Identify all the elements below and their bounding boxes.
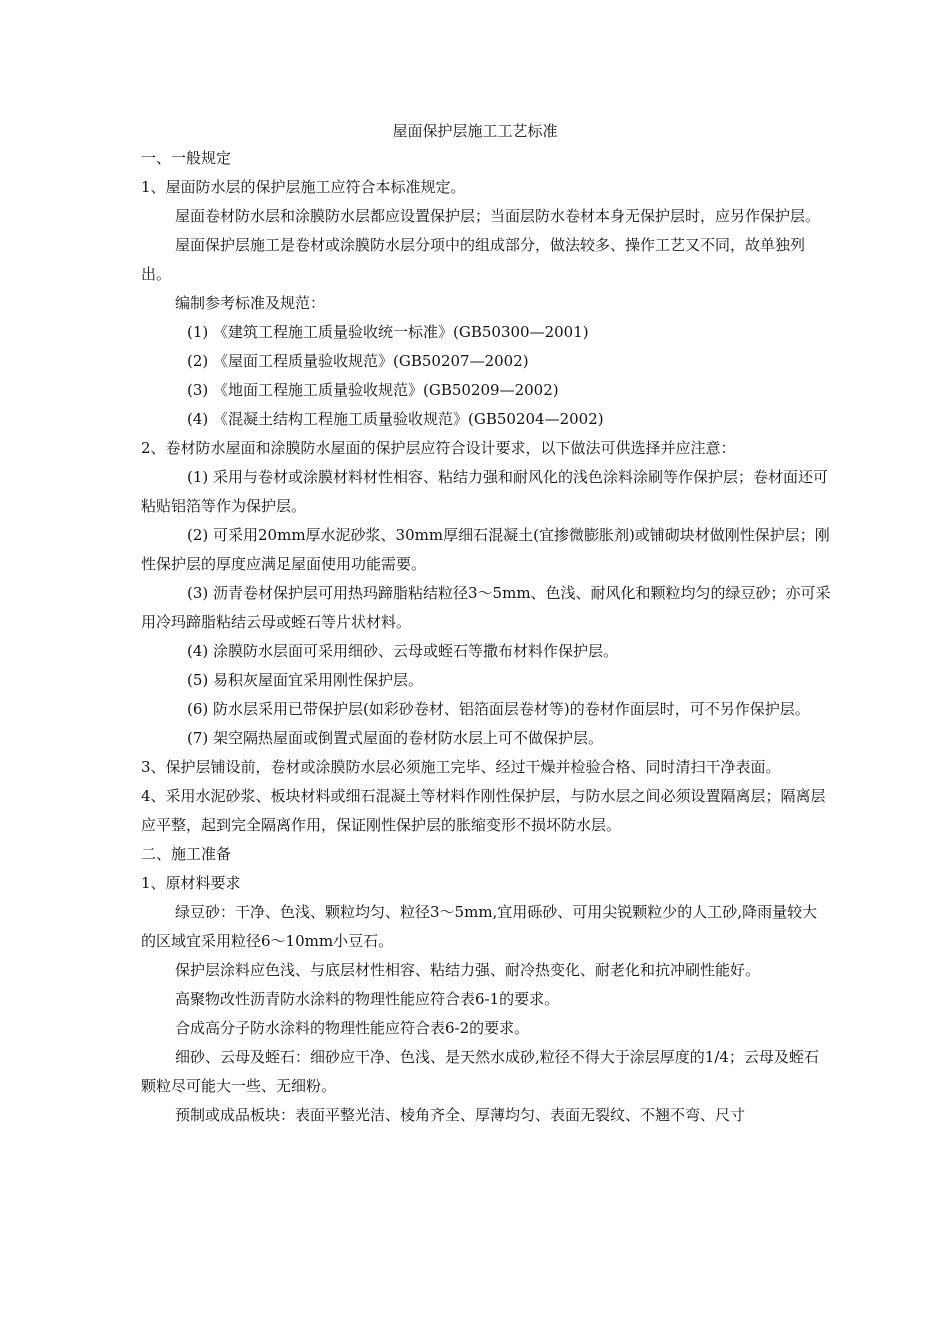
paragraph: (5) 易积灰屋面宜采用刚性保护层。 (187, 671, 424, 689)
paragraph: 编制参考标准及规范： (175, 294, 326, 312)
paragraph: (7) 架空隔热屋面或倒置式屋面的卷材防水层上可不做保护层。 (187, 729, 604, 747)
paragraph: (2) 《屋面工程质量验收规范》(GB50207—2002) (187, 352, 529, 370)
paragraph: (2) 可采用20mm厚水泥砂浆、30mm厚细石混凝土(宜掺微膨胀剂)或铺砌块材做刚性保护层；刚性保护层的厚度应满足屋面使用功能需要。 (141, 526, 830, 573)
paragraph: 细砂、云母及蛭石：细砂应干净、色浅、是天然水成砂,粒径不得大于涂层厚度的1/4；云母及蛭石颗粒尽可能大一些、无细粉。 (141, 1048, 819, 1095)
paragraph: 合成高分子防水涂料的物理性能应符合表6-2的要求。 (175, 1019, 530, 1037)
paragraph: 保护层涂料应色浅、与底层材性相容、粘结力强、耐冷热变化、耐老化和抗冲刷性能好。 (175, 961, 761, 979)
document-title: 屋面保护层施工工艺标准 (392, 122, 558, 140)
paragraph: 二、施工准备 (141, 845, 232, 863)
paragraph: (1) 采用与卷材或涂膜材料材性相容、粘结力强和耐风化的浅色涂料涂刷等作保护层；卷材面还可粘贴铝箔等作为保护层。 (141, 468, 829, 515)
paragraph: 高聚物改性沥青防水涂料的物理性能应符合表6-1的要求。 (175, 990, 560, 1008)
paragraph: (3) 《地面工程施工质量验收规范》(GB50209—2002) (187, 381, 559, 399)
paragraph: (6) 防水层采用已带保护层(如彩砂卷材、铝箔面层卷材等)的卷材作面层时，可不另作保护层。 (187, 700, 810, 718)
paragraph: 4、采用水泥砂浆、板块材料或细石混凝土等材料作刚性保护层，与防水层之间必须设置隔离层；隔离层应平整，起到完全隔离作用，保证刚性保护层的胀缩变形不损坏防水层。 (141, 787, 826, 834)
paragraph: (3) 沥青卷材保护层可用热玛蹄脂粘结粒径3～5mm、色浅、耐风化和颗粒均匀的绿豆砂；亦可采用冷玛蹄脂粘结云母或蛭石等片状材料。 (141, 584, 831, 631)
paragraph: 1、屋面防水层的保护层施工应符合本标准规定。 (141, 178, 466, 196)
paragraph: (4) 涂膜防水层面可采用细砂、云母或蛭石等撒布材料作保护层。 (187, 642, 619, 660)
paragraph: (1) 《建筑工程施工质量验收统一标准》(GB50300—2001) (187, 323, 589, 341)
document-body (141, 144, 831, 1130)
paragraph: 预制或成品板块：表面平整光洁、棱角齐全、厚薄均匀、表面无裂纹、不翘不弯、尺寸 (175, 1106, 746, 1124)
paragraph: 绿豆砂：干净、色浅、颗粒均匀、粒径3～5mm,宜用砾砂、可用尖锐颗粒少的人工砂,降雨量较大的区域宜采用粒径6～10mm小豆石。 (141, 903, 818, 950)
paragraph: 1、原材料要求 (141, 874, 241, 892)
paragraph: 2、卷材防水屋面和涂膜防水屋面的保护层应符合设计要求，以下做法可供选择并应注意： (141, 439, 736, 457)
paragraph: 3、保护层铺设前，卷材或涂膜防水层必须施工完毕、经过干燥并检验合格、同时清扫干净表面。 (141, 758, 781, 776)
paragraph: 一、一般规定 (141, 149, 232, 167)
paragraph: (4) 《混凝土结构工程施工质量验收规范》(GB50204—2002) (187, 410, 604, 428)
paragraph: 屋面卷材防水层和涂膜防水层都应设置保护层；当面层防水卷材本身无保护层时，应另作保护层。 (175, 207, 821, 225)
paragraph: 屋面保护层施工是卷材或涂膜防水层分项中的组成部分，做法较多、操作工艺又不同，故单独列出。 (141, 236, 806, 283)
